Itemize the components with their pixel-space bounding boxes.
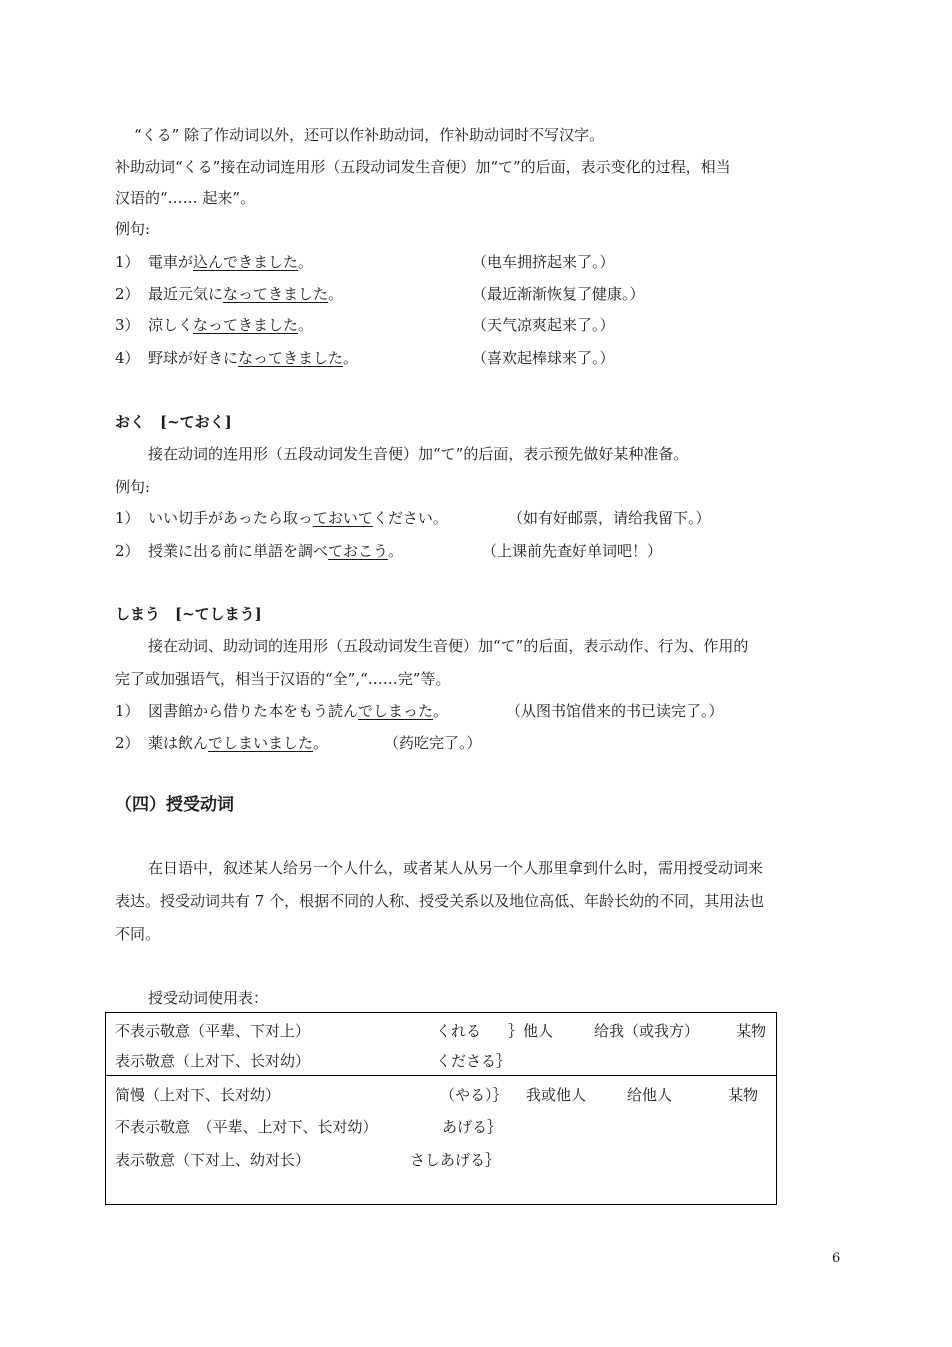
example-number: 1）	[115, 509, 140, 527]
table-cell-verb: あげる｝	[442, 1118, 503, 1136]
example-translation: （如有好邮票，请给我留下。）	[508, 509, 711, 527]
table-cell-usage: 表示敬意（上对下、长对幼）	[115, 1052, 311, 1070]
example-number: 4）	[115, 349, 140, 367]
example-japanese: 授業に出る前に単語を調べておこう。	[148, 542, 404, 560]
table-cell-verb: くださる｝	[436, 1052, 512, 1070]
example-translation: （最近渐渐恢复了健康。）	[472, 285, 645, 303]
table-cell-giver: ｝他人	[508, 1022, 554, 1040]
table-caption: 授受动词使用表：	[148, 989, 269, 1007]
example-japanese: 図書館から借りた本をもう読んでしまった。	[148, 702, 449, 720]
kuru-desc-line1: 补助动词“くる”接在动词连用形（五段动词发生音便）加“て”的后面，表示变化的过程，相当	[115, 158, 731, 176]
example-translation: （从图书馆借来的书已读完了。）	[506, 702, 724, 720]
example-number: 3）	[115, 316, 140, 334]
table-cell-giver: 我或他人	[526, 1086, 587, 1104]
example-translation: （喜欢起棒球来了。）	[472, 349, 615, 367]
example-label: 例句:	[115, 478, 151, 496]
table-cell-object: 某物	[728, 1086, 759, 1104]
table-cell-receiver: 给我（或我方）	[594, 1022, 700, 1040]
section-heading-jujudoushi: （四）授受动词	[115, 795, 234, 815]
example-translation: （天气凉爽起来了。）	[472, 316, 615, 334]
example-japanese: 涼しくなってきました。	[148, 316, 314, 334]
example-label: 例句:	[115, 220, 151, 238]
kuru-desc-line2: 汉语的“…… 起来”。	[115, 189, 256, 207]
example-japanese: 電車が込んできました。	[148, 253, 314, 271]
table-cell-usage: 不表示敬意（平辈、下对上）	[115, 1022, 311, 1040]
table-cell-receiver: 给他人	[627, 1086, 673, 1104]
table-divider	[105, 1075, 777, 1076]
example-translation: （药吃完了。）	[384, 734, 482, 752]
example-number: 2）	[115, 734, 140, 752]
table-cell-verb: （やる）｝	[440, 1086, 508, 1104]
section4-para-line2: 表达。授受动词共有 7 个，根据不同的人称、授受关系以及地位高低、年龄长幼的不同，其用法也	[115, 892, 765, 910]
example-translation: （上课前先查好单词吧！）	[482, 542, 663, 560]
example-japanese: いい切手があったら取っておいてください。	[148, 509, 448, 527]
section-heading-shimau: しまう [~てしまう]	[115, 605, 262, 623]
table-cell-usage: 简慢（上对下、长对幼）	[115, 1086, 281, 1104]
table-cell-usage: 不表示敬意 （平辈、上对下、长对幼）	[115, 1118, 378, 1136]
table-cell-verb: くれる	[436, 1022, 482, 1040]
example-number: 1）	[115, 702, 140, 720]
example-japanese: 薬は飲んでしまいました。	[148, 734, 329, 752]
section4-para-line1: 在日语中，叙述某人给另一个人什么，或者某人从另一个人那里拿到什么时，需用授受动词来	[148, 859, 764, 877]
table-cell-object: 某物	[736, 1022, 767, 1040]
page-number: 6	[832, 1251, 841, 1266]
section4-para-line3: 不同。	[115, 925, 161, 943]
example-number: 2）	[115, 542, 140, 560]
example-japanese: 最近元気になってきました。	[148, 285, 344, 303]
example-number: 2）	[115, 285, 140, 303]
example-japanese: 野球が好きになってきました。	[148, 349, 359, 367]
table-cell-usage: 表示敬意（下对上、幼对长）	[115, 1151, 311, 1169]
oku-desc: 接在动词的连用形（五段动词发生音便）加“て”的后面，表示预先做好某种准备。	[148, 445, 689, 463]
shimau-desc-line1: 接在动词、助动词的连用形（五段动词发生音便）加“て”的后面，表示动作、行为、作用的	[148, 637, 749, 655]
example-number: 1）	[115, 253, 140, 271]
shimau-desc-line2: 完了或加强语气，相当于汉语的“全”,“……完”等。	[115, 670, 451, 688]
example-translation: （电车拥挤起来了。）	[472, 253, 615, 271]
kuru-intro: “くる” 除了作动词以外，还可以作补助动词，作补助动词时不写汉字。	[134, 126, 605, 144]
section-heading-oku: おく [~ておく]	[115, 413, 232, 431]
table-cell-verb: さしあげる｝	[410, 1151, 501, 1169]
